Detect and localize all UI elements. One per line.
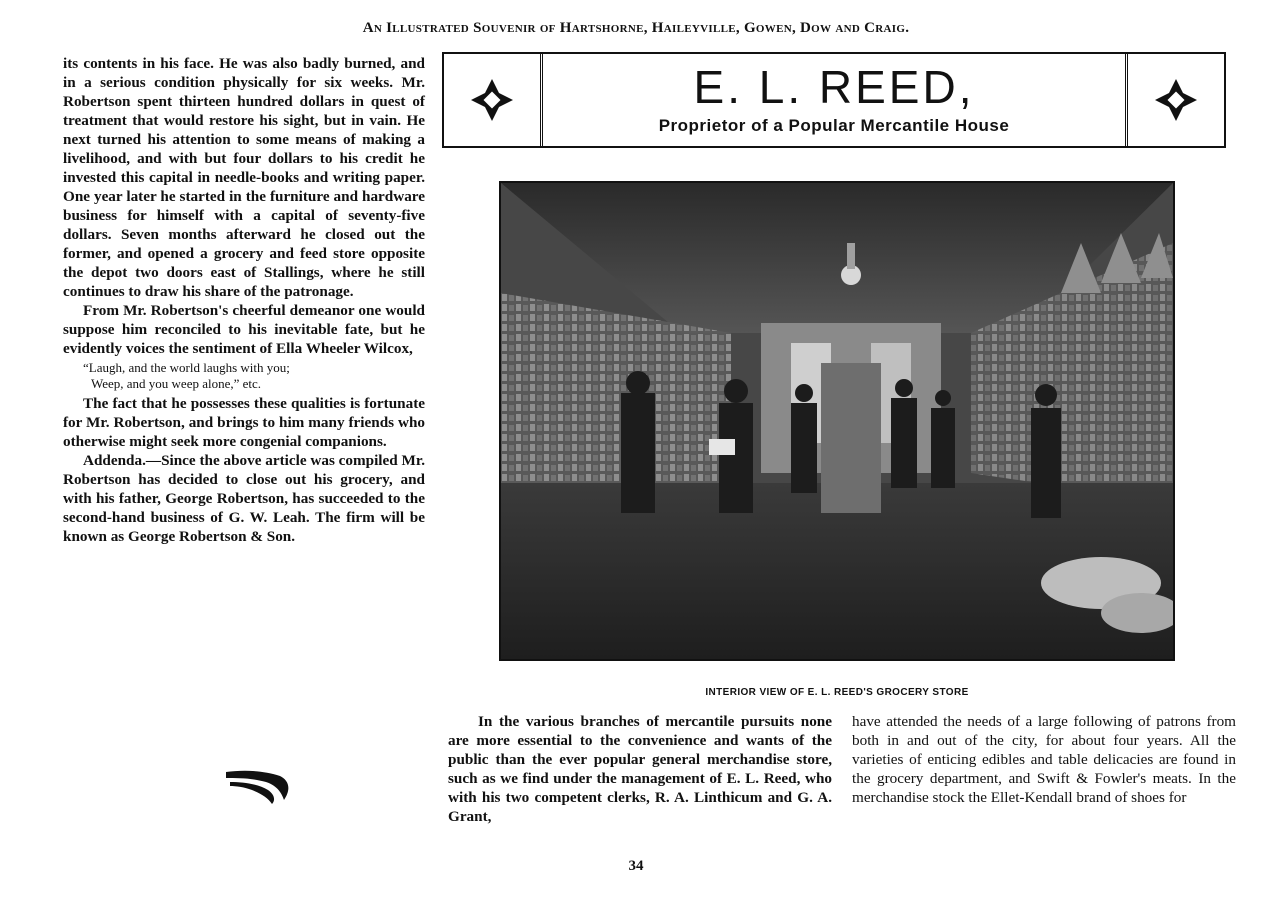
running-head: An Illustrated Souvenir of Hartshorne, Haileyville, Gowen, Dow and Craig. (362, 20, 910, 36)
right-paragraph: have attended the needs of a large following of patrons from both in and out of the city, for about four years. All the varieties of enticing edibles and table delicacies are found in the grocery department, and Swift & Fowler's meats. In the merchandise stock the Ellet-Kendall brand of shoes for (852, 713, 1236, 806)
verse-line-1: “Laugh, and the world laughs with you; (83, 360, 290, 375)
store-interior-illustration (501, 183, 1173, 659)
diamond-ornament-icon (469, 77, 515, 123)
verse-line-2: Weep, and you weep alone,” etc. (91, 376, 262, 391)
left-column (63, 54, 425, 546)
headline-name: E. L. REED, (693, 61, 975, 113)
right-column (852, 712, 1236, 807)
page-number: 34 (628, 858, 644, 874)
headline-ornament-left (444, 54, 543, 146)
swash-ornament-icon (222, 766, 294, 806)
middle-column (448, 712, 832, 826)
photo-caption: INTERIOR VIEW OF E. L. REED'S GROCERY STORE (705, 687, 969, 698)
headline-box (442, 52, 1226, 148)
verse-quote (83, 360, 425, 392)
left-paragraph-4: Addenda.—Since the above article was compiled Mr. Robertson has decided to close out his grocery, and with his father, George Robertson, has succeeded to the second-hand business of G. W. Leah. The firm will be known as George Robertson & Son. (63, 452, 425, 545)
diamond-ornament-icon (1153, 77, 1199, 123)
middle-paragraph: In the various branches of mercantile pursuits none are more essential to the convenience and wants of the public than the ever popular general merchandise store, such as we find under the management of E. L. Reed, who with his two competent clerks, R. A. Linthicum and G. A. Grant, (448, 713, 832, 825)
left-paragraph-2: From Mr. Robertson's cheerful demeanor one would suppose him reconciled to his inevitable fate, but he evidently voices the sentiment of Ella Wheeler Wilcox, (63, 302, 425, 357)
headline-subtitle: Proprietor of a Popular Mercantile House (658, 116, 1010, 135)
headline-ornament-right (1125, 54, 1224, 146)
store-interior-photo (499, 181, 1175, 661)
left-paragraph-1: its contents in his face. He was also badly burned, and in a serious condition physically for six weeks. Mr. Robertson spent thirteen hundred dollars in quest of treatment that would restore his sight, but in vain. He next turned his attention to some means of making a livelihood, and with but four dollars to his credit he invested this capital in needle-books and writing paper. One year later he started in the furniture and hardware business for himself with a capital of seventy-five dollars. Seven months afterward he closed out the former, and opened a grocery and feed store opposite the depot two doors east of Stallings, where he still continues to draw his share of the patronage. (63, 55, 425, 300)
left-paragraph-3: The fact that he possesses these qualities is fortunate for Mr. Robertson, and brings to him many friends who otherwise might seek more congenial companions. (63, 395, 425, 450)
